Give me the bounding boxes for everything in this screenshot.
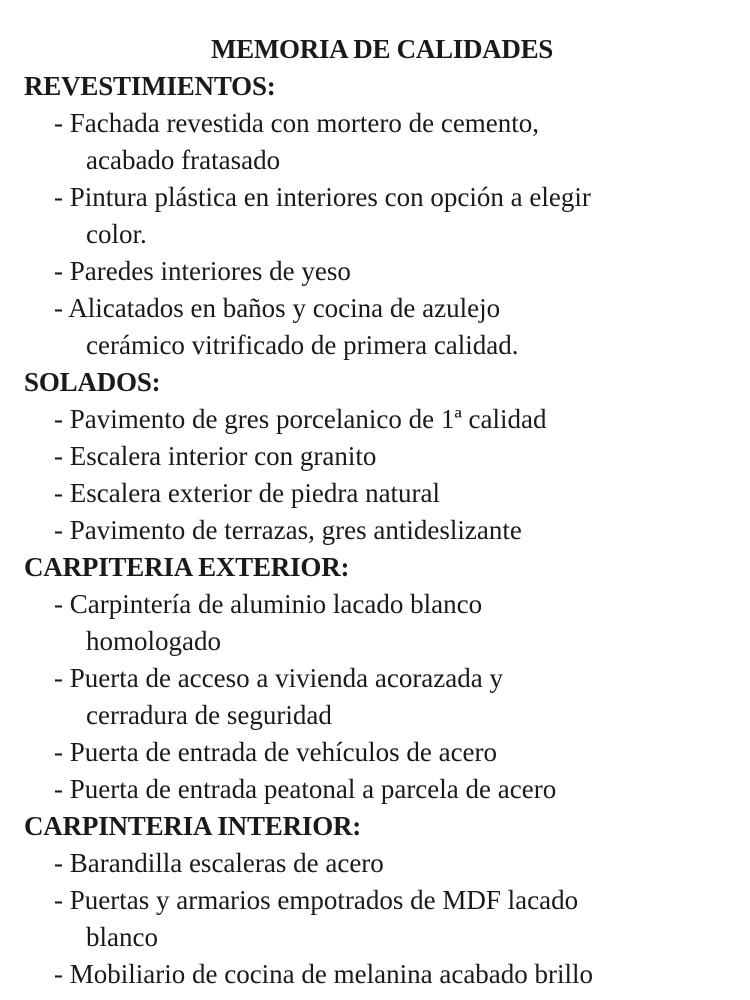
list-item-line: - Puerta de entrada peatonal a parcela de acero (54, 774, 557, 804)
list-item-line: - Paredes interiores de yeso (54, 256, 351, 286)
list-item-line: - Mobiliario de cocina de melanina acabado brillo (54, 959, 594, 989)
list-item-line: - Puertas y armarios empotrados de MDF lacado (54, 885, 579, 915)
list-item-continuation: blanco (86, 922, 158, 952)
section-heading-revestimientos: REVESTIMIENTOS: (24, 71, 276, 101)
list-item-line: - Barandilla escaleras de acero (54, 848, 384, 878)
list-item-continuation: cerámico vitrificado de primera calidad. (86, 330, 519, 360)
list-item-line: - Pintura plástica en interiores con opción a elegir (54, 182, 591, 212)
list-item (54, 253, 744, 290)
list-item-line: - Puerta de entrada de vehículos de acero (54, 737, 498, 767)
list-item (54, 734, 744, 771)
list-item-continuation: acabado fratasado (86, 145, 281, 175)
list-item (54, 512, 744, 549)
list-item (54, 475, 744, 512)
list-item (54, 401, 744, 438)
list-item-line: - Pavimento de terrazas, gres antideslizante (54, 515, 522, 545)
list-item-line: - Escalera exterior de piedra natural (54, 478, 441, 508)
section-heading-carpinteria-interior: CARPINTERIA INTERIOR: (24, 811, 362, 841)
list-item (54, 290, 744, 364)
list-item (54, 179, 744, 253)
list-item (54, 586, 744, 660)
document-title: MEMORIA DE CALIDADES (210, 34, 554, 64)
list-item (54, 438, 744, 475)
list-item (54, 845, 744, 882)
list-item-line: - Puerta de acceso a vivienda acorazada y (54, 663, 503, 693)
list-item (54, 660, 744, 734)
list-item-line: - Alicatados en baños y cocina de azulejo (54, 293, 501, 323)
list-item (54, 956, 744, 993)
list-item (54, 771, 744, 808)
section-heading-carpiteria-exterior: CARPITERIA EXTERIOR: (24, 552, 350, 582)
list-item (54, 882, 744, 956)
list-item-line: - Escalera interior con granito (54, 441, 377, 471)
list-item-continuation: homologado (86, 626, 221, 656)
section-heading-solados: SOLADOS: (24, 367, 161, 397)
list-item-line: - Pavimento de gres porcelanico de 1ª calidad (54, 404, 547, 434)
list-item-line: - Fachada revestida con mortero de cemento, (54, 108, 540, 138)
list-item-line: - Carpintería de aluminio lacado blanco (54, 589, 483, 619)
list-item-continuation: color. (86, 219, 147, 249)
list-item-continuation: cerradura de seguridad (86, 700, 332, 730)
